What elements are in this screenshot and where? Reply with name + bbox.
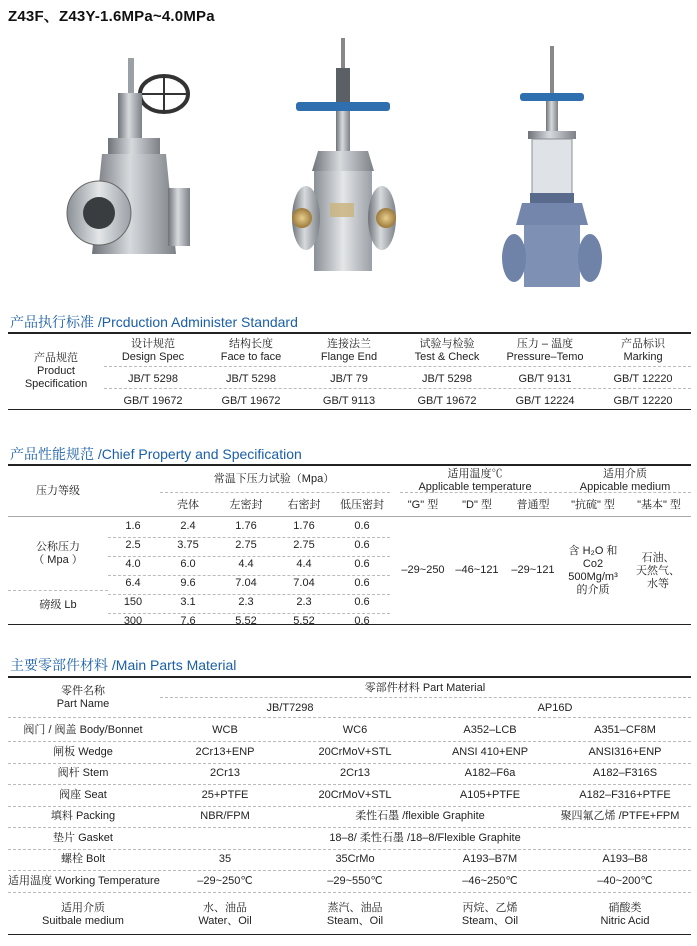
row-divider <box>8 870 691 871</box>
part-material-value: 35CrMo <box>335 853 375 865</box>
test-value: 0.6 <box>354 577 370 589</box>
row-divider <box>8 892 691 893</box>
pressure-value: 1.6 <box>125 520 141 532</box>
page-title: Z43F、Z43Y-1.6MPa~4.0MPa <box>8 8 215 25</box>
part-material-value: WC6 <box>342 724 368 736</box>
part-material-value: 18–8/ 柔性石墨 /18–8/Flexible Graphite <box>329 831 521 844</box>
test-value: 5.52 <box>293 615 315 627</box>
row-divider <box>8 763 691 764</box>
test-col-header: 右密封 <box>287 499 321 511</box>
part-material-value: 35 <box>218 853 232 865</box>
row-divider <box>108 594 390 595</box>
standard-cell: GB/T 19672 <box>221 395 281 407</box>
row-divider <box>108 613 390 614</box>
temp-normal-value: –29~121 <box>511 564 555 576</box>
test-value: 4.4 <box>296 558 312 570</box>
table-top-rule <box>8 332 691 334</box>
part-material-value: 20CrMoV+STL <box>318 745 392 758</box>
row-divider <box>108 575 390 576</box>
part-material-value: 20CrMoV+STL <box>318 788 392 801</box>
test-value: 0.6 <box>354 596 370 608</box>
pressure-value: 4.0 <box>125 558 141 570</box>
test-col-header: 左密封 <box>229 499 263 511</box>
test-value: 7.6 <box>180 615 196 627</box>
basic-medium-value: 石油、 天然气、 水等 <box>636 552 680 590</box>
part-name-header: 零件名称 Part Name <box>56 685 110 710</box>
part-material-value: A182–F316+PTFE <box>579 788 671 801</box>
part-material-value: NBR/FPM <box>200 810 250 822</box>
test-value: 0.6 <box>354 520 370 532</box>
part-material-value: 25+PTFE <box>201 788 249 801</box>
section-heading-standard: 产品执行标准 /Prcduction Administer Standard <box>10 314 298 330</box>
medium-header: 适用介质 Appicable medium <box>579 468 671 493</box>
medium-col-header: "抗硫" 型 <box>571 499 615 511</box>
test-col-header: 低压密封 <box>340 499 384 511</box>
part-material-value: A182–F6a <box>464 767 516 779</box>
valve-image-1 <box>67 58 190 254</box>
row-divider <box>108 537 390 538</box>
std-col-api: AP16D <box>537 702 573 714</box>
medium-value: 丙烷、乙烯 Steam、Oil <box>461 902 519 927</box>
standard-col-header: 结构长度 Face to face <box>220 338 282 363</box>
part-material-value: A193–B8 <box>602 853 648 865</box>
medium-value: 蒸汽、油品 Steam、Oil <box>326 902 384 927</box>
standard-cell: GB/T 12224 <box>515 395 575 407</box>
valve-product-images <box>0 38 697 298</box>
part-material-value: –29~550℃ <box>327 874 383 887</box>
pressure-value: 6.4 <box>125 577 141 589</box>
standard-cell: GB/T 12220 <box>613 395 673 407</box>
lb-class-label: 磅级 Lb <box>39 599 77 611</box>
part-material-value: A352–LCB <box>463 724 517 736</box>
section-heading-material: 主要零部件材料 /Main Parts Material <box>10 657 237 673</box>
standard-col-header: 连接法兰 Flange End <box>320 338 378 363</box>
part-name: 闸板 Wedge <box>53 745 113 758</box>
pressure-value: 150 <box>123 596 143 608</box>
standard-col-header: 产品标识 Marking <box>621 338 665 363</box>
medium-value: 水、油品 Water、Oil <box>198 902 252 927</box>
part-material-value: A193–B7M <box>462 853 518 865</box>
standard-cell: JB/T 5298 <box>128 373 178 385</box>
temp-col-header: 普通型 <box>516 499 550 511</box>
row-divider <box>8 784 691 785</box>
test-value: 1.76 <box>235 520 257 532</box>
part-material-value: 2Cr13+ENP <box>195 745 255 758</box>
nominal-pressure-label: 公称压力 （ Mpa ） <box>33 541 83 566</box>
row-divider <box>8 590 108 591</box>
part-material-value: ANSI 410+ENP <box>451 745 529 758</box>
medium-value: 硝酸类 Nitric Acid <box>600 902 650 927</box>
standard-cell: JB/T 79 <box>330 373 368 385</box>
part-material-value: –29~250℃ <box>197 874 253 887</box>
test-value: 2.4 <box>180 520 196 532</box>
medium-row-name: 适用介质 Suitbale medium <box>42 902 124 927</box>
pressure-grade-header: 压力等级 <box>36 485 80 497</box>
row-divider <box>8 806 691 807</box>
row-divider <box>8 827 691 828</box>
test-value: 6.0 <box>180 558 196 570</box>
sour-medium-value: 含 H₂O 和 Co2 500Mg/m³ 的介质 <box>568 545 618 596</box>
test-value: 3.75 <box>177 539 199 551</box>
test-value: 2.75 <box>293 539 315 551</box>
part-material-value: –46~250℃ <box>462 874 518 887</box>
part-name: 阀门 / 阀盖 Body/Bonnet <box>23 724 143 736</box>
part-name: 阀座 Seat <box>59 788 107 801</box>
test-value: 0.6 <box>354 539 370 551</box>
test-value: 5.52 <box>235 615 257 627</box>
part-name: 填料 Packing <box>50 810 116 822</box>
test-value: 2.3 <box>238 596 254 608</box>
part-material-value: A105+PTFE <box>459 788 521 801</box>
temp-col-header: "G" 型 <box>407 499 439 511</box>
test-value: 7.04 <box>235 577 257 589</box>
test-value: 2.75 <box>235 539 257 551</box>
section-heading-property: 产品性能规范 /Chief Property and Specification <box>10 446 302 462</box>
standard-cell: JB/T 5298 <box>226 373 276 385</box>
standard-col-header: 设计规范 Design Spec <box>121 338 185 363</box>
test-value: 9.6 <box>180 577 196 589</box>
row-divider <box>108 556 390 557</box>
part-material-value: A351–CF8M <box>594 724 656 736</box>
standard-col-header: 试验与检验 Test & Check <box>414 338 480 363</box>
standard-cell: JB/T 5298 <box>422 373 472 385</box>
medium-col-header: "基本" 型 <box>637 499 681 511</box>
valve-image-3 <box>502 46 602 287</box>
part-material-value: –40~200℃ <box>597 874 653 887</box>
test-value: 0.6 <box>354 615 370 627</box>
standard-cell: GB/T 19672 <box>123 395 183 407</box>
test-value: 1.76 <box>293 520 315 532</box>
standard-cell: GB/T 19672 <box>417 395 477 407</box>
part-name: 螺栓 Bolt <box>60 853 105 865</box>
row-divider <box>8 741 691 742</box>
part-material-value: WCB <box>212 724 238 736</box>
temp-d-value: –46~121 <box>455 564 499 576</box>
part-material-value: A182–F316S <box>592 767 658 779</box>
part-material-value: 2Cr13 <box>210 767 240 779</box>
pressure-test-header: 常温下压力试验（Mpa） <box>213 473 335 485</box>
part-material-value: 柔性石墨 /flexible Graphite <box>355 810 485 822</box>
standard-col-header: 压力 – 温度 Pressure–Temo <box>506 338 584 363</box>
part-material-header: 零部件材料 Part Material <box>364 682 486 694</box>
temp-g-value: –29~250 <box>401 564 445 576</box>
temp-col-header: "D" 型 <box>462 499 492 511</box>
test-col-header: 壳体 <box>177 499 199 511</box>
standard-cell: GB/T 9113 <box>322 395 376 407</box>
part-name: 垫片 Gasket <box>53 831 113 844</box>
row-divider <box>8 849 691 850</box>
standard-cell: GB/T 12220 <box>613 373 673 385</box>
part-material-value: 2Cr13 <box>340 767 370 779</box>
part-material-value: 聚四氟乙烯 /PTFE+FPM <box>560 810 680 822</box>
part-material-value: ANSI316+ENP <box>588 745 662 758</box>
std-col-jb: JB/T7298 <box>266 702 314 714</box>
test-value: 4.4 <box>238 558 254 570</box>
test-value: 2.3 <box>296 596 312 608</box>
part-name: 阀杆 Stem <box>57 767 109 779</box>
temperature-header: 适用温度℃ Applicable temperature <box>418 468 532 493</box>
pressure-value: 300 <box>123 615 143 627</box>
test-value: 7.04 <box>293 577 315 589</box>
test-value: 0.6 <box>354 558 370 570</box>
part-name: 适用温度 Working Temperature <box>8 874 160 887</box>
test-value: 3.1 <box>180 596 196 608</box>
valve-image-2 <box>292 38 396 271</box>
pressure-value: 2.5 <box>125 539 141 551</box>
standard-cell: GB/T 9131 <box>518 373 572 385</box>
standard-row-label: 产品规范 Product Specification <box>24 352 88 390</box>
